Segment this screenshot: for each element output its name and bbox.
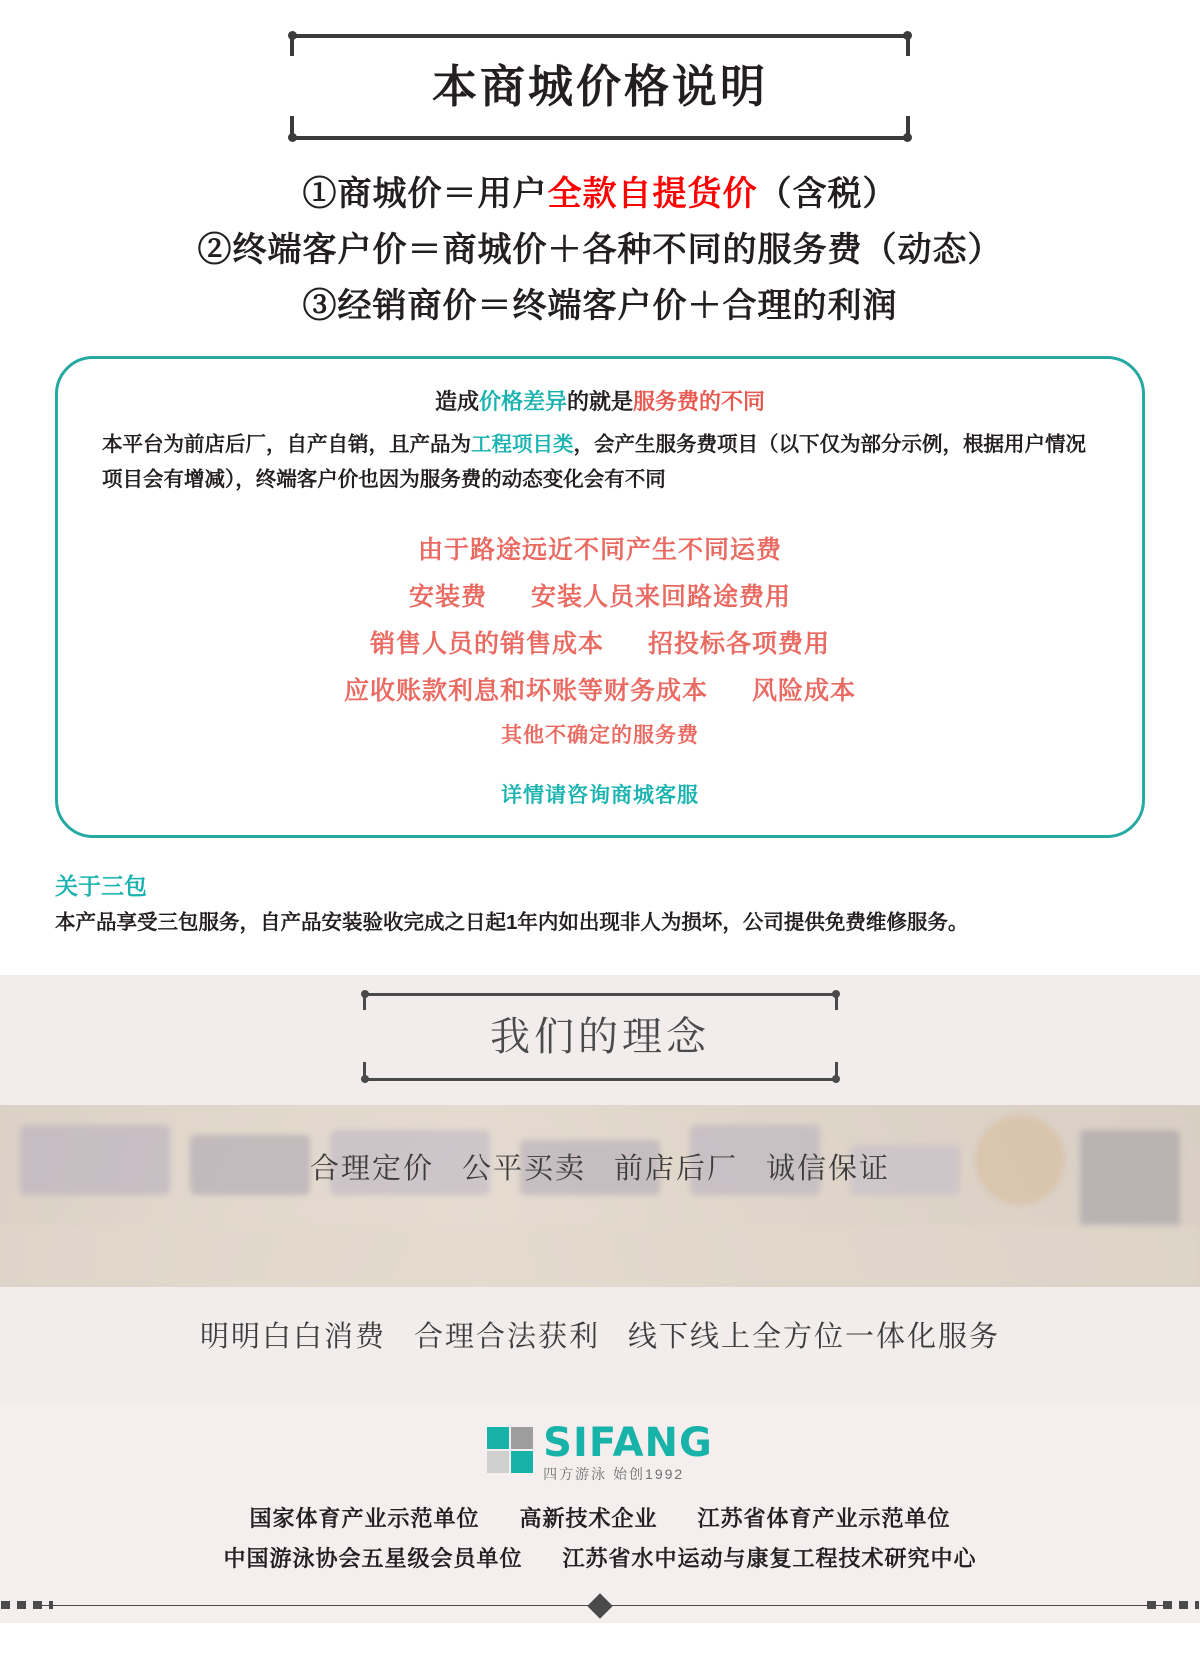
fee-box-description (86, 427, 1114, 497)
concept-item: 合理定价 (309, 1153, 434, 1185)
logo-tagline: 四方游泳 始创1992 (543, 1466, 685, 1482)
fee-item: 由于路途远近不同产生不同运费 (417, 536, 782, 564)
fee-desc-part1: 本平台为前店后厂，自产自销，且产品为 (102, 433, 471, 456)
formula-2-text: ②终端客户价＝商城价＋各种不同的服务费（动态） (197, 231, 1003, 269)
honor-item: 国家体育产业示范单位 (249, 1506, 480, 1531)
concept-line-2 (0, 1287, 1200, 1405)
concept-title-bracket (363, 975, 838, 1081)
logo-text-block (543, 1420, 713, 1482)
warranty-block (55, 868, 1145, 940)
fee-lead-part1: 造成 (434, 389, 479, 414)
honors-list (0, 1499, 1200, 1579)
divider-diamond-icon (587, 1593, 612, 1618)
concept-item: 公平买卖 (461, 1153, 586, 1185)
page-title: 本商城价格说明 (431, 61, 768, 112)
divider-dashes-right (1147, 1601, 1199, 1609)
brand-footer (0, 1405, 1200, 1623)
fee-lead-red: 服务费的不同 (633, 389, 766, 414)
concept-title: 我们的理念 (490, 1015, 710, 1059)
fee-item-row (86, 527, 1114, 574)
fee-item: 应收账款利息和坏账等财务成本 (343, 677, 708, 705)
fee-item-list (86, 527, 1114, 757)
divider-dashes-left (1, 1601, 53, 1609)
fee-lead-teal: 价格差异 (478, 389, 567, 414)
concept-item: 线下线上全方位一体化服务 (628, 1321, 1001, 1353)
price-title-bracket (290, 0, 910, 140)
honor-item: 江苏省水中运动与康复工程技术研究中心 (562, 1546, 977, 1571)
formula-line-2 (0, 222, 1200, 278)
formula-line-1 (0, 166, 1200, 222)
concept-item: 合理合法获利 (413, 1321, 600, 1353)
fee-box-lead (86, 383, 1114, 421)
honor-item: 高新技术企业 (519, 1506, 658, 1531)
formula-1-prefix: ①商城价＝用户 (302, 175, 548, 213)
fee-item-row-small (86, 715, 1114, 757)
warranty-text: 本产品享受三包服务，自产品安装验收完成之日起1年内如出现非人为损坏，公司提供免费维修服务。 (55, 911, 969, 934)
fee-item: 招投标各项费用 (648, 630, 831, 658)
fee-item-row (86, 574, 1114, 621)
warranty-title: 关于三包 (55, 873, 147, 899)
concept-header (0, 975, 1200, 1105)
honor-item: 江苏省体育产业示范单位 (697, 1506, 951, 1531)
facility-photo-band (0, 1105, 1200, 1287)
brand-logo (0, 1420, 1200, 1482)
formula-3-text: ③经销商价＝终端客户价＋合理的利润 (302, 287, 898, 325)
fee-desc-teal: 工程项目类 (471, 433, 574, 456)
formula-1-suffix: （含税） (757, 175, 898, 213)
honors-row-1 (0, 1499, 1200, 1539)
fee-item-row (86, 668, 1114, 715)
fee-item-row (86, 621, 1114, 668)
logo-mark-icon (487, 1427, 533, 1473)
concept-item: 明明白白消费 (199, 1321, 386, 1353)
formula-1-highlight: 全款自提货价 (547, 175, 758, 213)
customer-service-note: 详情请咨询商城客服 (501, 784, 699, 807)
honors-row-2 (0, 1539, 1200, 1579)
fee-lead-part2: 的就是 (567, 389, 634, 414)
fee-item: 安装费 (408, 583, 487, 611)
service-fee-box (55, 356, 1145, 838)
fee-item-other: 其他不确定的服务费 (501, 724, 699, 747)
bottom-padding (0, 1623, 1200, 1663)
concept-line-1 (0, 1105, 1200, 1195)
fee-desc-part2: ，会产生服务费项目（以下仅为部分示例，根据用户情况项目会有增减），终端客户价也因为服务费的动态变化会有不同 (102, 433, 1086, 491)
concept-section (0, 975, 1200, 1623)
fee-item: 安装人员来回路途费用 (531, 583, 792, 611)
fee-item: 销售人员的销售成本 (369, 630, 604, 658)
concept-item: 前店后厂 (614, 1153, 739, 1185)
formula-line-3 (0, 278, 1200, 334)
fee-item: 风险成本 (752, 677, 857, 705)
honor-item: 中国游泳协会五星级会员单位 (223, 1546, 523, 1571)
concept-item: 诚信保证 (766, 1153, 891, 1185)
logo-wordmark: SIFANG (543, 1420, 713, 1466)
footer-divider (35, 1595, 1165, 1617)
formula-list (0, 166, 1200, 334)
